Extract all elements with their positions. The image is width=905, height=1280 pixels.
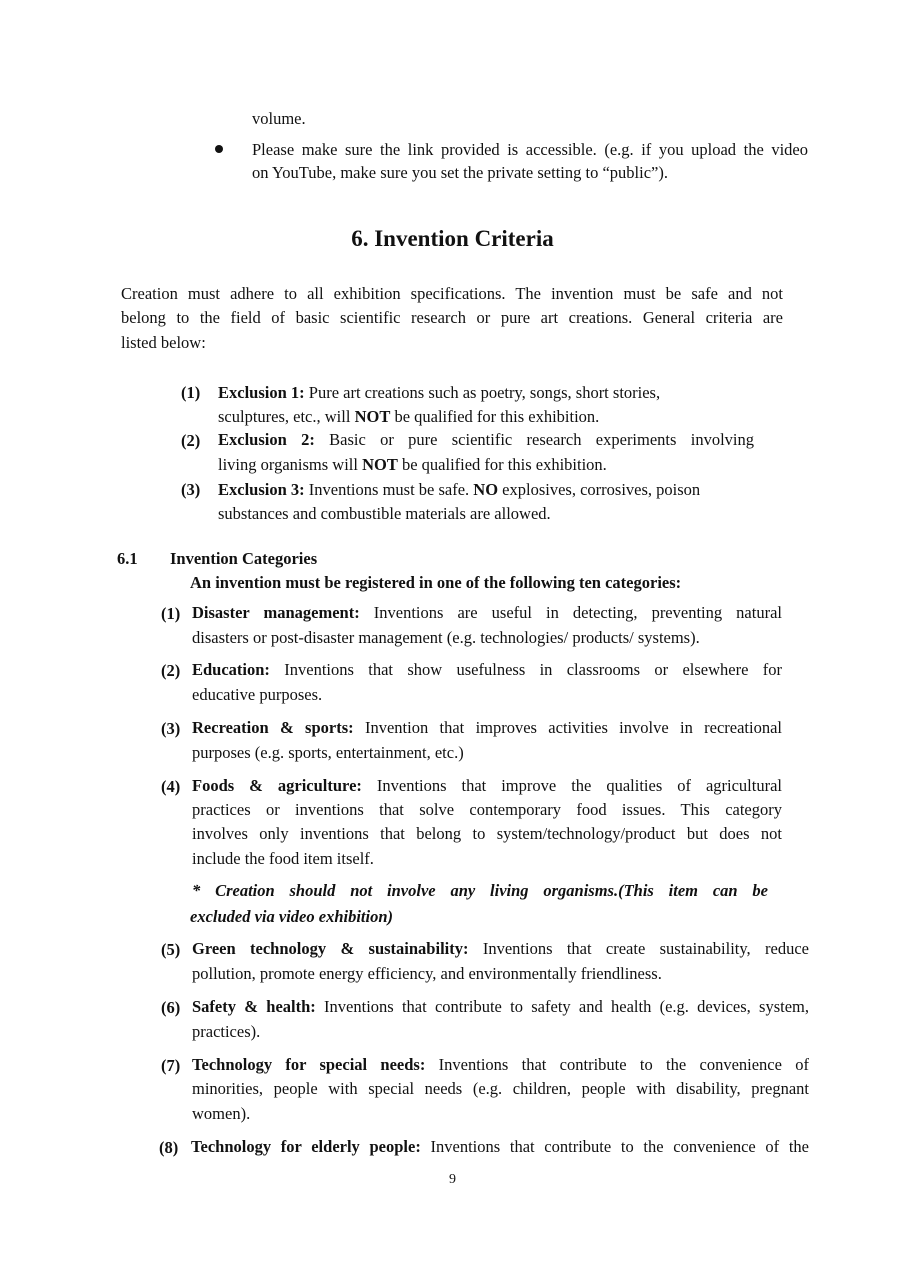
category-text: Foods & agriculture: Inventions that improve the qualities of agricultural [192,776,782,795]
section-title: 6. Invention Criteria [351,226,554,251]
category-text: Disaster management: Inventions are useful in detecting, preventing natural [192,603,782,622]
category-text: include the food item itself. [192,849,374,868]
exclusion-text: Pure art creations such as poetry, songs, short stories, [304,383,661,402]
category-text: Safety & health: Inventions that contribute to safety and health (e.g. devices, system, [192,997,810,1016]
exclusion-text: Exclusion 2: Basic or pure scientific research experiments involving [218,430,754,449]
category-number: (1) [161,604,181,623]
subsection-number: 6.1 [117,549,138,568]
intro-line: Creation must adhere to all exhibition specifications. The invention must be safe and not [121,284,783,303]
category-text: practices or inventions that solve contemporary food issues. This category [192,800,782,819]
continuation-text: volume. [252,109,306,128]
exclusion-number: (1) [181,383,201,402]
category-text: involves only inventions that belong to system/technology/product but does not [192,824,782,843]
page-number: 9 [449,1172,456,1187]
category-number: (5) [161,940,181,959]
exclusion-number: (3) [181,480,201,499]
category-text: pollution, promote energy efficiency, and environmentally friendliness. [192,964,662,983]
category-text: Technology for special needs: Inventions that contribute to the convenience of [192,1055,809,1074]
category-number: (4) [161,777,181,796]
bullet-text-line: on YouTube, make sure you set the private setting to “public”). [252,163,668,182]
intro-line: listed below: [121,333,206,352]
bullet-icon [215,145,223,153]
category-number: (2) [161,661,181,680]
category-text: Green technology & sustainability: Inventions that create sustainability, reduce [192,939,809,958]
intro-line: belong to the field of basic scientific research or pure art creations. General criteria are [121,308,783,327]
category-number: (7) [161,1056,181,1075]
exclusion-text: sculptures, etc., will NOT be qualified for this exhibition. [218,407,600,426]
note-text: * Creation should not involve any living organisms.(This item can be [192,881,768,900]
category-text: educative purposes. [192,685,323,704]
category-text: Education: Inventions that show usefulness in classrooms or elsewhere for [192,660,782,679]
category-text: minorities, people with special needs (e.g. children, people with disability, pregnant [192,1079,809,1098]
category-number: (3) [161,719,181,738]
exclusion-label: Exclusion 1: [218,383,305,402]
exclusion-item [181,430,200,452]
exclusion-text: Exclusion 3: Inventions must be safe. NO explosives, corrosives, poison [218,480,701,499]
category-text: disasters or post-disaster management (e.g. technologies/ products/ systems). [192,628,700,647]
category-number: (6) [161,998,181,1017]
category-number: (8) [159,1138,179,1157]
bullet-text-line: Please make sure the link provided is accessible. (e.g. if you upload the video [252,140,808,159]
subsection-lead: An invention must be registered in one of the following ten categories: [190,573,682,592]
exclusion-text: substances and combustible materials are allowed. [218,504,551,523]
category-text: purposes (e.g. sports, entertainment, etc.) [192,743,464,762]
exclusion-number: (2) [181,431,201,450]
exclusion-item [181,479,200,501]
subsection-title: Invention Categories [170,549,318,568]
note-text: excluded via video exhibition) [190,907,394,926]
exclusion-text: living organisms will NOT be qualified for this exhibition. [218,455,607,474]
category-text: Technology for elderly people: Inventions that contribute to the convenience of the [191,1137,810,1156]
category-text: Recreation & sports: Invention that improves activities involve in recreational [192,718,782,737]
category-text: practices). [192,1022,261,1041]
exclusion-item [181,382,661,404]
category-text: women). [192,1104,251,1123]
